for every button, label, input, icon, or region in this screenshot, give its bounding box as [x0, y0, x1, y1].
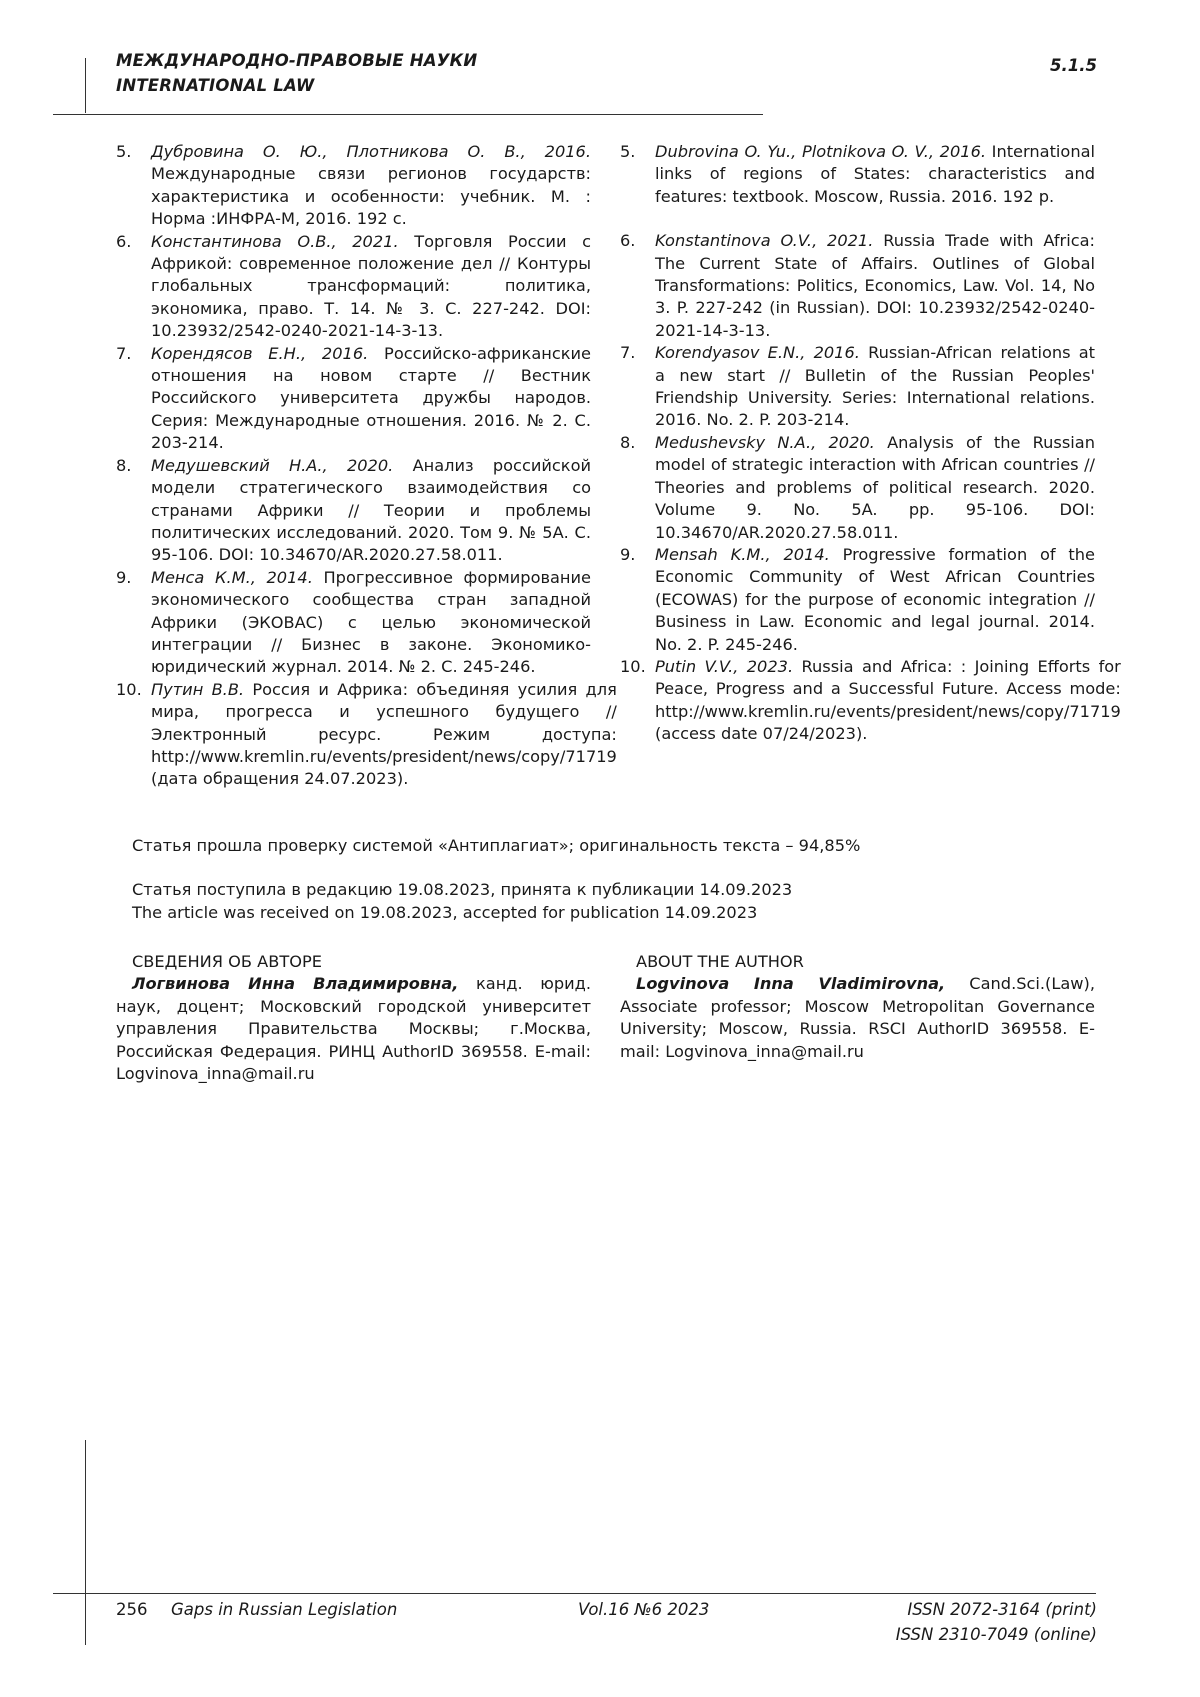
received-note-ru: Статья поступила в редакцию 19.08.2023, принята к публикации 14.09.2023 [132, 879, 860, 901]
header-rule [53, 114, 763, 115]
reference-authors: Putin V.V., 2023. [655, 657, 793, 676]
reference-text [655, 544, 1095, 656]
top-vertical-rule [85, 58, 86, 113]
issn-print: ISSN 2072-3164 (print) [896, 1597, 1097, 1622]
author-details-en: Cand.Sci.(Law), Associate professor; Moscow Metropolitan Governance University; Moscow, Russia. RSCI AuthorID 369558. E-mail: Logvinova_inna@mail.ru [620, 974, 1095, 1060]
author-name-en: Logvinova Inna Vladimirovna, [636, 974, 945, 993]
article-notes [132, 835, 860, 924]
reference-body: Russian-African relations at a new start // Bulletin of the Russian Peoples' Friendship University. Series: International relations. 2016. No. 2. P. 203-214. [655, 343, 1095, 429]
reference-number: 9. [116, 567, 151, 679]
reference-authors: Дубровина О. Ю., Плотникова О. В., 2016. [151, 142, 591, 161]
reference-body: Россия и Африка: объединяя усилия для мира, прогресса и успешного будущего // Электронный ресурс. Режим доступа: http://www.kremlin.ru/events/president/news/copy/71719 (дата обращения 24.07.2023). [151, 680, 617, 789]
issn-online: ISSN 2310-7049 (online) [896, 1622, 1097, 1647]
reference-body: Russia Trade with Africa: The Current State of Affairs. Outlines of Global Transformations: Politics, Economics, Law. Vol. 14, No 3. P. 227-242 (in Russian). DOI: 10.23932/2542-0240-2021-14-3-13. [655, 231, 1095, 340]
reference-item [116, 141, 591, 231]
reference-item [116, 343, 591, 455]
reference-text [151, 455, 591, 567]
section-title-en: INTERNATIONAL LAW [116, 73, 477, 98]
reference-text [655, 432, 1095, 544]
reference-number: 6. [116, 231, 151, 343]
section-title-ru: МЕЖДУНАРОДНО-ПРАВОВЫЕ НАУКИ [116, 48, 477, 73]
reference-item [620, 544, 1095, 656]
reference-authors: Korendyasov E.N., 2016. [655, 343, 860, 362]
footer-rule [53, 1593, 1096, 1594]
author-info-en [620, 951, 1095, 1063]
reference-number: 8. [116, 455, 151, 567]
reference-body: Российско-африканские отношения на новом старте // Вестник Российского университета дружбы народов. Серия: Международные отношения. 2016. № 2. С. 203-214. [151, 344, 591, 453]
author-heading-ru: СВЕДЕНИЯ ОБ АВТОРЕ [116, 951, 591, 973]
reference-text [151, 343, 591, 455]
reference-item [116, 231, 591, 343]
reference-text [151, 679, 617, 791]
reference-number: 5. [116, 141, 151, 231]
references-en [620, 141, 1095, 746]
reference-authors: Менса К.М., 2014. [151, 568, 313, 587]
reference-text [655, 656, 1121, 746]
author-body-en [620, 973, 1095, 1063]
reference-authors: Dubrovina O. Yu., Plotnikova O. V., 2016. [655, 142, 986, 161]
reference-body: Russia and Africa: : Joining Efforts for Peace, Progress and a Successful Future. Access mode: http://www.kremlin.ru/events/president/news/copy/71719 (access date 07/24/2023). [655, 657, 1121, 743]
journal-title: Gaps in Russian Legislation [171, 1597, 397, 1622]
reference-body: Analysis of the Russian model of strategic interaction with African countries // Theories and problems of political research. 2020. Volume 9. No. 5A. pp. 95-106. DOI: 10.34670/AR.2020.27.58.011. [655, 433, 1095, 542]
reference-item [620, 656, 1095, 746]
reference-body: Международные связи регионов государств: характеристика и особенности: учебник. М. : Норма :ИНФРА-М, 2016. 192 с. [151, 164, 591, 228]
reference-number: 6. [620, 230, 655, 342]
author-info-ru [116, 951, 591, 1085]
reference-number: 9. [620, 544, 655, 656]
reference-authors: Путин В.В. [151, 680, 244, 699]
reference-body: Progressive formation of the Economic Community of West African Countries (ECOWAS) for the purpose of economic integration // Business in Law. Economic and legal journal. 2014. No. 2. P. 245-246. [655, 545, 1095, 654]
received-note-en: The article was received on 19.08.2023, accepted for publication 14.09.2023 [132, 902, 860, 924]
antiplagiat-note: Статья прошла проверку системой «Антиплагиат»; оригинальность текста – 94,85% [132, 835, 860, 857]
reference-number: 8. [620, 432, 655, 544]
reference-authors: Medushevsky N.A., 2020. [655, 433, 875, 452]
references-ru [116, 141, 591, 791]
author-body-ru [116, 973, 591, 1085]
reference-authors: Корендясов Е.Н., 2016. [151, 344, 368, 363]
reference-number: 7. [116, 343, 151, 455]
issn-block [896, 1597, 1097, 1647]
reference-item [116, 567, 591, 679]
volume-issue: Vol.16 №6 2023 [578, 1597, 709, 1622]
reference-text [151, 231, 591, 343]
specialty-code: 5.1.5 [1050, 56, 1097, 75]
reference-number: 10. [116, 679, 151, 791]
reference-body: International links of regions of States: characteristics and features: textbook. Moscow, Russia. 2016. 192 p. [655, 142, 1095, 206]
reference-text [655, 230, 1095, 342]
reference-number: 10. [620, 656, 655, 746]
reference-body: Торговля России с Африкой: современное положение дел // Контуры глобальных трансформаций: политика, экономика, право. Т. 14. № 3. С. 227-242. DOI: 10.23932/2542-0240-2021-14-3-13. [151, 232, 591, 341]
reference-item [620, 141, 1095, 208]
reference-authors: Konstantinova O.V., 2021. [655, 231, 873, 250]
reference-item [116, 455, 591, 567]
reference-number: 7. [620, 342, 655, 432]
reference-text [151, 567, 591, 679]
reference-text [655, 342, 1095, 432]
reference-text [151, 141, 591, 231]
reference-body: Анализ российской модели стратегического взаимодействия со странами Африки // Теории и проблемы политических исследований. 2020. Том 9. № 5А. С. 95-106. DOI: 10.34670/AR.2020.27.58.011. [151, 456, 591, 565]
author-details-ru: канд. юрид. наук, доцент; Московский городской университет управления Правительства Москвы; г.Москва, Российская Федерация. РИНЦ AuthorID 369558. E-mail: Logvinova_inna@mail.ru [116, 974, 591, 1083]
reference-authors: Медушевский Н.А., 2020. [151, 456, 393, 475]
reference-text [655, 141, 1095, 208]
author-heading-en: ABOUT THE AUTHOR [620, 951, 1095, 973]
reference-item [116, 679, 591, 791]
page-number: 256 [116, 1597, 148, 1622]
reference-body: Прогрессивное формирование экономического сообщества стран западной Африки (ЭКОВАС) с целью экономической интеграции // Бизнес в законе. Экономико-юридический журнал. 2014. № 2. С. 245-246. [151, 568, 591, 677]
reference-item [620, 230, 1095, 342]
reference-number: 5. [620, 141, 655, 208]
bottom-vertical-rule [85, 1440, 86, 1645]
author-name-ru: Логвинова Инна Владимировна, [132, 974, 458, 993]
reference-authors: Константинова О.В., 2021. [151, 232, 399, 251]
reference-authors: Mensah K.M., 2014. [655, 545, 830, 564]
reference-item [620, 432, 1095, 544]
running-header [116, 48, 477, 98]
reference-item [620, 342, 1095, 432]
